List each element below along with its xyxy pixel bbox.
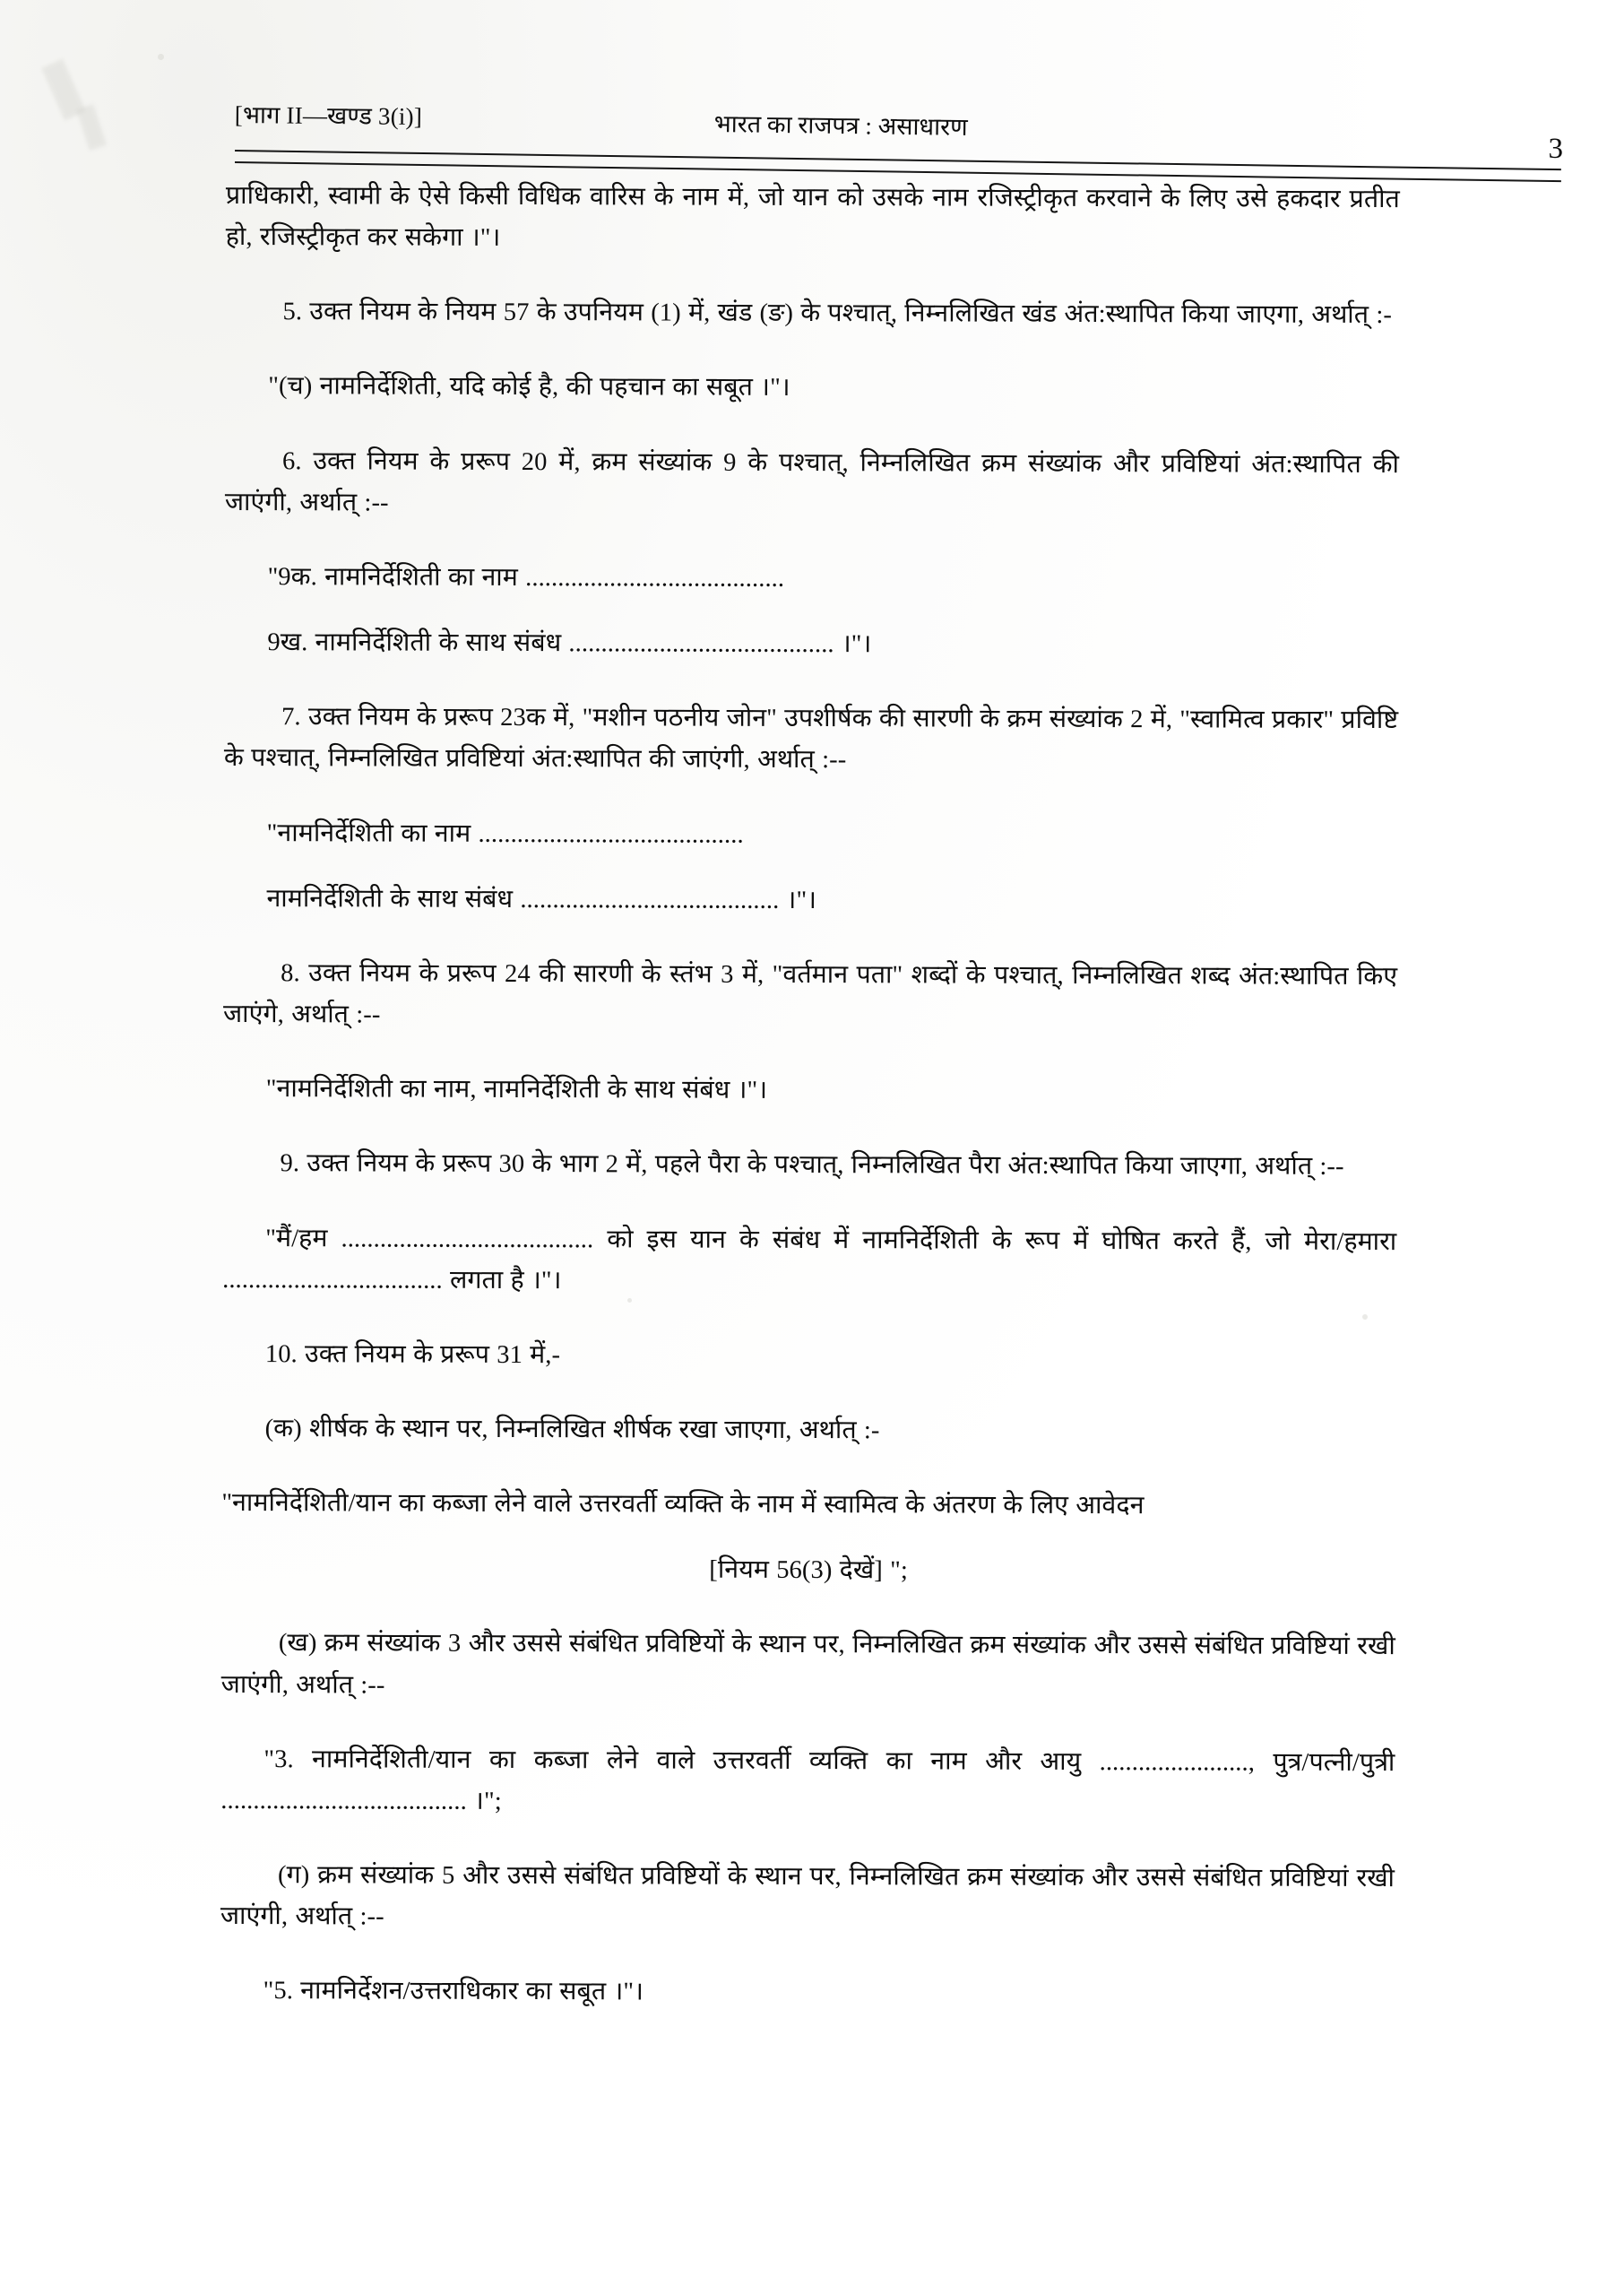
document-body	[220, 176, 1400, 2028]
clause-10-b-entry-3: "3. नामनिर्देशिती/यान का कब्जा लेने वाले उत्तरवर्ती व्यक्ति का नाम और आयु ......................., पुत्र/पत्नी/पुत्री ...................................... ।";	[220, 1745, 1395, 1815]
clause-10: 10. उक्त नियम के प्ररूप 31 में,-	[264, 1339, 561, 1369]
clause-10-c-entry-5: "5. नामनिर्देशन/उत्तराधिकार का सबूत ।"।	[263, 1977, 644, 2006]
clause-7: 7. उक्त नियम के प्ररूप 23क में, "मशीन पठनीय जोन" उपशीर्षक की सारणी के क्रम संख्यांक 2 में, "स्वामित्व प्रकार" प्रविष्टि के पश्चात्, निम्नलिखित प्रविष्टियां अंत:स्थापित की जाएंगी, अर्थात् :--	[223, 703, 1399, 775]
page-number: 3	[1548, 133, 1563, 165]
clause-8-quote: "नामनिर्देशिती का नाम, नामनिर्देशिती के साथ संबंध ।"।	[265, 1075, 768, 1105]
clause-6: 6. उक्त नियम के प्ररूप 20 में, क्रम संख्यांक 9 के पश्चात्, निम्नलिखित क्रम संख्यांक और प्रविष्टियां अंत:स्थापित की जाएंगी, अर्थात् :--	[224, 446, 1400, 517]
clause-9-quote: "मैं/हम ....................................... को इस यान के संबंध में नामनिर्देशिती के रूप में घोषित करते हैं, जो मेरा/हमारा .................................. लगता है ।"।	[222, 1224, 1397, 1295]
clause-10-form-heading: "नामनिर्देशिती/यान का कब्जा लेने वाले उत्तरवर्ती व्यक्ति के नाम में स्वामित्व के अंतरण के लिए आवेदन	[221, 1489, 1145, 1520]
clause-7-entry-name: "नामनिर्देशिती का नाम .........................................	[266, 818, 744, 849]
header-part-section: [भाग II—खण्ड 3(i)]	[234, 100, 423, 131]
clause-5-quote: "(च) नामनिर्देशिती, यदि कोई है, की पहचान का सबूत ।"।	[268, 372, 790, 403]
clause-8: 8. उक्त नियम के प्ररूप 24 की सारणी के स्तंभ 3 में, "वर्तमान पता" शब्दों के पश्चात्, निम्नलिखित शब्द अंत:स्थापित किए जाएंगे, अर्थात् :--	[223, 959, 1398, 1029]
clause-10-sub-c: (ग) क्रम संख्यांक 5 और उससे संबंधित प्रविष्टियों के स्थान पर, निम्नलिखित क्रम संख्यांक और उससे संबंधित प्रविष्टियां रखी जाएंगी, अर्थात् :--	[220, 1861, 1395, 1931]
scan-smudge	[76, 104, 107, 151]
header-gazette-title: भारत का राजपत्र : असाधारण	[713, 109, 968, 141]
paragraph-continuation: प्राधिकारी, स्वामी के ऐसे किसी विधिक वारिस के नाम में, जो यान को उसके नाम रजिस्ट्रीकृत करवाने के लिए उसे हकदार प्रतीत हो, रजिस्ट्रीकृत कर सकेगा ।"।	[225, 181, 1400, 253]
clause-10-sub-a: (क) शीर्षक के स्थान पर, निम्नलिखित शीर्षक रखा जाएगा, अर्थात् :-	[264, 1415, 880, 1445]
clause-7-entry-relation: नामनिर्देशिती के साथ संबंध ........................................ ।"।	[266, 884, 817, 914]
clause-10-rule-reference: [नियम 56(3) देखें] ";	[709, 1555, 908, 1585]
clause-6-entry-9b: 9ख. नामनिर्देशिती के साथ संबंध ......................................... ।"।	[267, 628, 872, 659]
scan-speck	[158, 54, 164, 60]
clause-10-sub-b: (ख) क्रम संख्यांक 3 और उससे संबंधित प्रविष्टियों के स्थान पर, निम्नलिखित क्रम संख्यांक और उससे संबंधित प्रविष्टियां रखी जाएंगी, अर्थात् :--	[220, 1629, 1395, 1700]
clause-6-entry-9a: "9क. नामनिर्देशिती का नाम ........................................	[267, 563, 785, 593]
clause-9: 9. उक्त नियम के प्ररूप 30 के भाग 2 में, पहले पैरा के पश्चात्, निम्नलिखित पैरा अंत:स्थापित किया जाएगा, अर्थात् :--	[280, 1149, 1344, 1182]
clause-5: 5. उक्त नियम के नियम 57 के उपनियम (1) में, खंड (ङ) के पश्चात्, निम्नलिखित खंड अंत:स्थापित किया जाएगा, अर्थात् :-	[282, 298, 1393, 330]
scan-smudge	[41, 58, 86, 120]
